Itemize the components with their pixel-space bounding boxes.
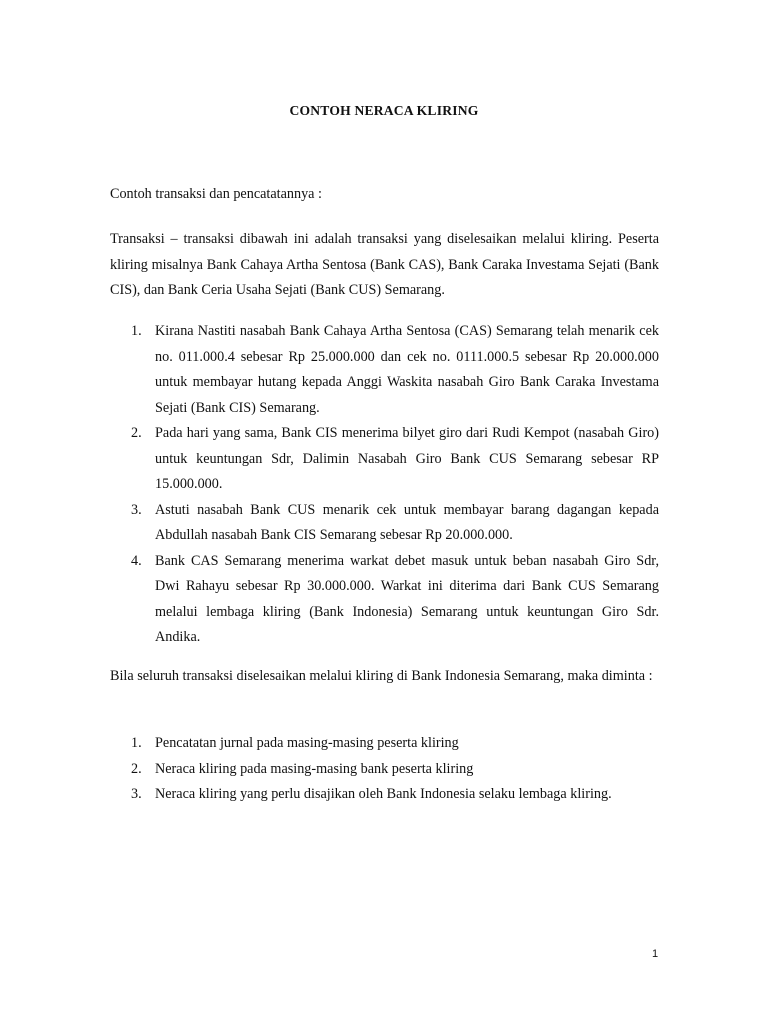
list-item-number: 1. (131, 323, 142, 339)
list-item (110, 421, 659, 498)
list-item-text: Astuti nasabah Bank CUS menarik cek untuk membayar barang dagangan kepada Abdullah nasabah Bank CIS Semarang sebesar Rp 20.000.000. (155, 501, 659, 543)
list-item-text: Pencatatan jurnal pada masing-masing peserta kliring (155, 735, 459, 751)
transaction-list (110, 319, 659, 651)
list-item-number: 2. (131, 425, 142, 441)
intro-line: Contoh transaksi dan pencatatannya : (110, 186, 322, 202)
list-item-text: Bank CAS Semarang menerima warkat debet masuk untuk beban nasabah Giro Sdr, Dwi Rahayu sebesar Rp 30.000.000. Warkat ini diterima dari Bank CUS Semarang melalui lembaga kliring (Bank Indonesia) Semarang untuk keuntungan Giro Sdr. Andika. (155, 552, 659, 645)
requirements-list (110, 731, 659, 808)
list-item-text: Neraca kliring yang perlu disajikan oleh Bank Indonesia selaku lembaga kliring. (155, 786, 612, 802)
list-item (110, 498, 659, 549)
list-item-number: 4. (131, 552, 142, 569)
list-item-number: 3. (131, 501, 142, 518)
list-item (110, 782, 659, 808)
list-item-text: Neraca kliring pada masing-masing bank peserta kliring (155, 760, 474, 777)
transactions-description-paragraph: Transaksi – transaksi dibawah ini adalah transaksi yang diselesaikan melalui kliring. Peserta kliring misalnya Bank Cahaya Artha Sentosa (Bank CAS), Bank Caraka Investama Sejati (Bank CIS), dan Bank Ceria Usaha Sejati (Bank CUS) Semarang. (110, 231, 659, 298)
list-item-text: Pada hari yang sama, Bank CIS menerima bilyet giro dari Rudi Kempot (nasabah Giro) untuk keuntungan Sdr, Dalimin Nasabah Giro Bank CUS Semarang sebesar RP 15.000.000. (155, 425, 659, 492)
list-item (110, 757, 659, 783)
list-item (110, 319, 659, 421)
list-item-number: 1. (131, 735, 142, 751)
list-item (110, 549, 659, 651)
page-number: 1 (652, 948, 659, 960)
list-item-text: Kirana Nastiti nasabah Bank Cahaya Artha Sentosa (CAS) Semarang telah menarik cek no. 011.000.4 sebesar Rp 25.000.000 dan cek no. 0111.000.5 sebesar Rp 20.000.000 untuk membayar hutang kepada Anggi Waskita nasabah Giro Bank Caraka Investama Sejati (Bank CIS) Semarang. (155, 323, 659, 416)
list-item-number: 3. (131, 786, 142, 802)
list-item (110, 731, 659, 757)
list-item-number: 2. (131, 760, 142, 777)
document-title: CONTOH NERACA KLIRING (289, 103, 479, 118)
requirements-intro-paragraph: Bila seluruh transaksi diselesaikan melalui kliring di Bank Indonesia Semarang, maka diminta : (110, 668, 653, 684)
